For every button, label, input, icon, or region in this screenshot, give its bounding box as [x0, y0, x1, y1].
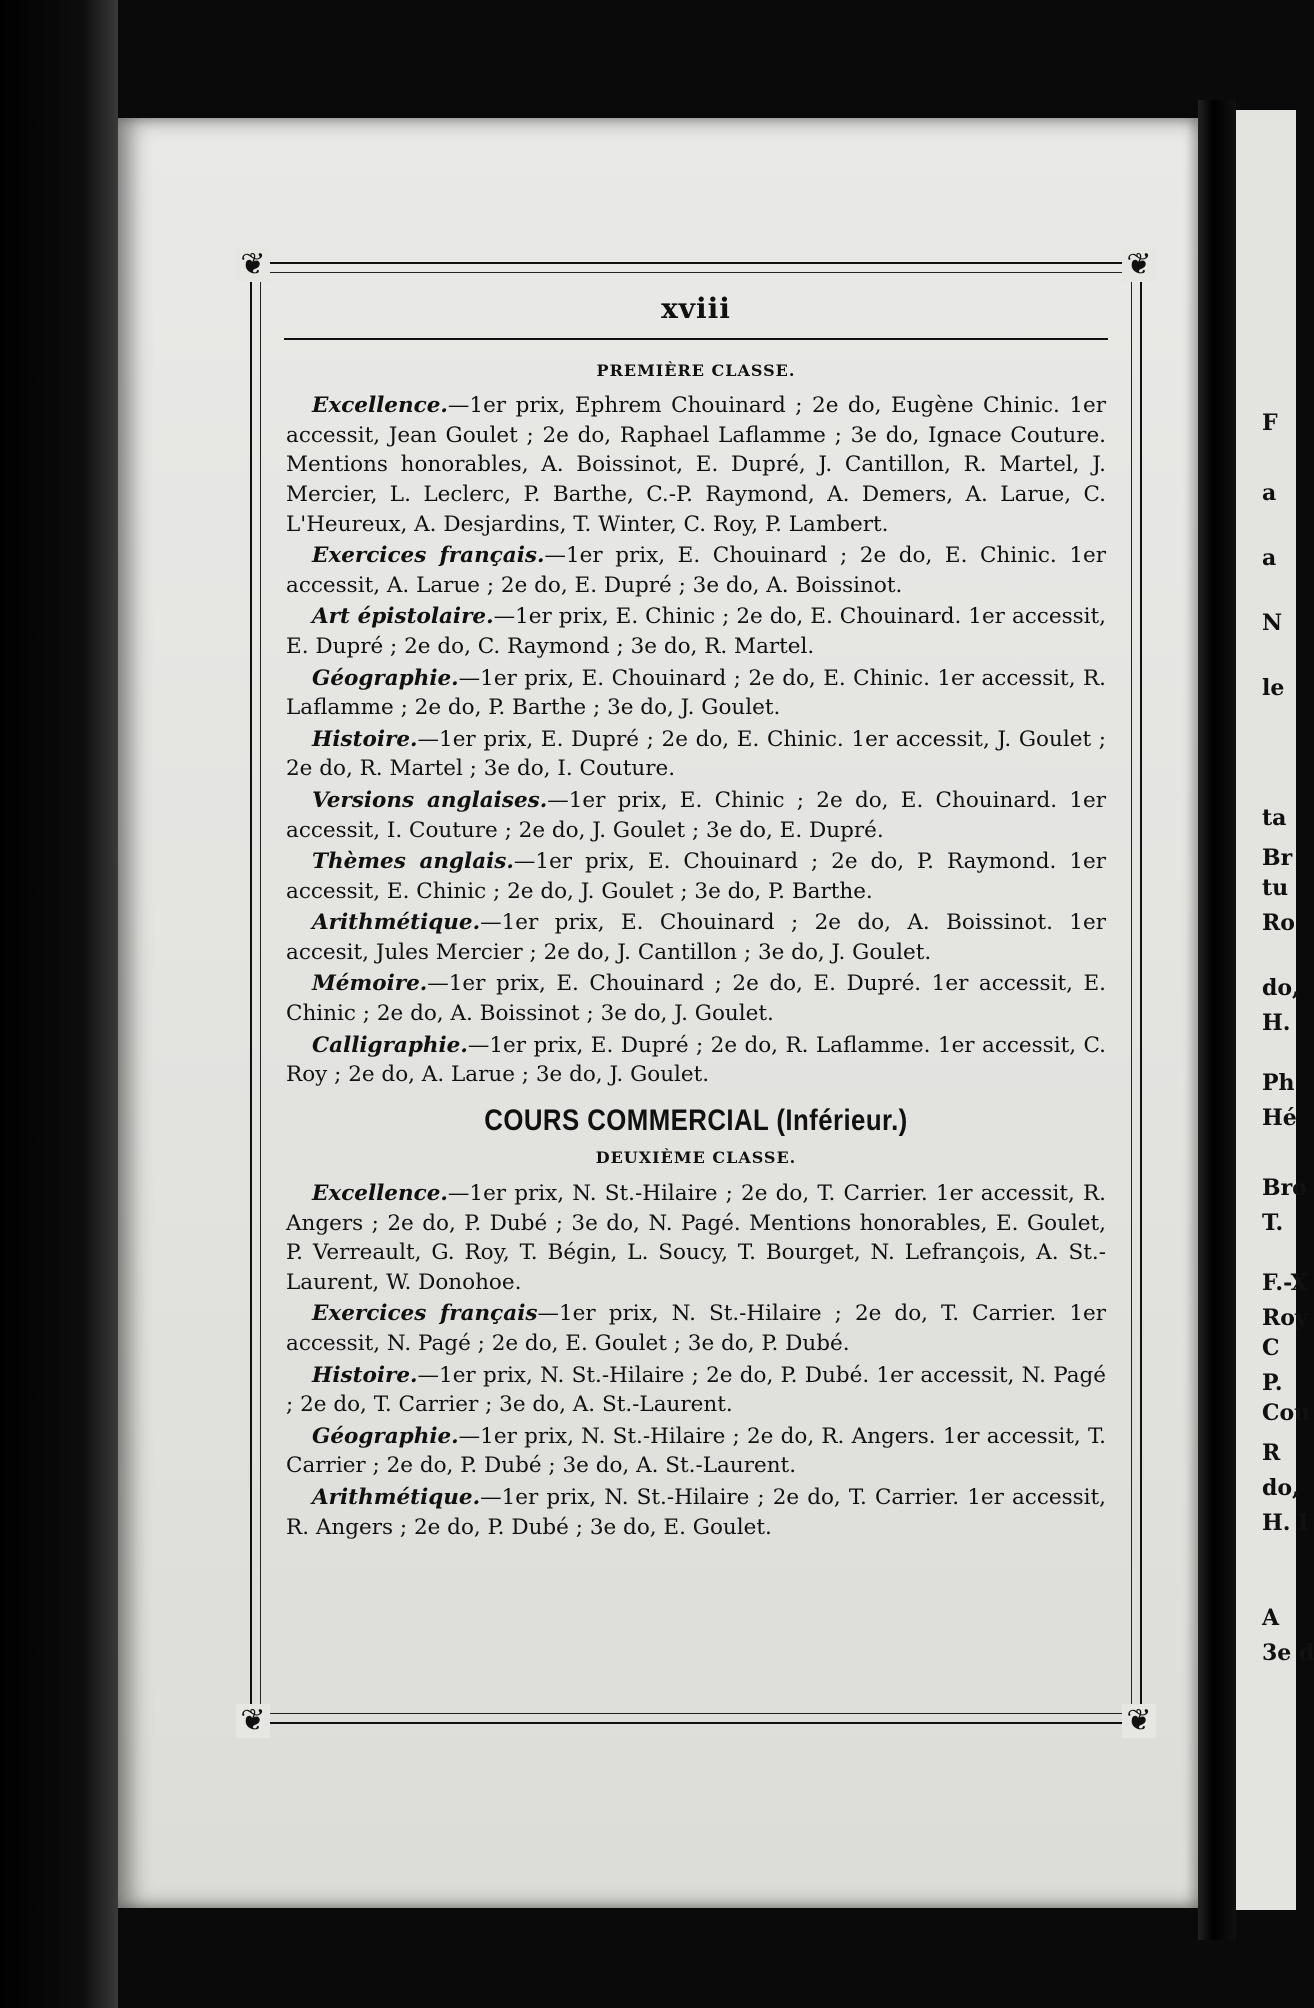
prize-entry	[286, 1299, 1106, 1358]
class-heading-second: DEUXIÈME CLASSE.	[595, 1148, 797, 1168]
prize-list-second	[286, 1179, 1106, 1542]
prize-entry	[286, 391, 1106, 539]
prize-entry	[286, 664, 1106, 723]
subject-name: Thèmes anglais.	[312, 849, 514, 875]
next-page-fragment: ta	[1262, 805, 1287, 831]
subject-name: Calligraphie.	[312, 1032, 468, 1058]
next-page-fragment: Br	[1262, 845, 1293, 871]
subject-name: Arithmétique.	[312, 1484, 481, 1510]
next-page-fragment: 3e d	[1262, 1640, 1314, 1666]
award-text: —1er prix, Ephrem Chouinard ; 2e do, Eugène Chinic. 1er accessit, Jean Goulet ; 2e do, Raphael Laflamme ; 3e do, Ignace Couture. Mentions honorables, A. Boissinot, E. Dupré, J. Cantillon, R. Martel, J. Mercier, L. Leclerc, P. Barthe, C.-P. Raymond, A. Demers, A. Larue, C. L'Heureux, A. Desjardins, T. Winter, C. Roy, P. Lambert.	[286, 393, 1106, 537]
subject-name: Arithmétique.	[312, 910, 481, 936]
subject-name: Excellence.	[312, 393, 448, 419]
prize-entry	[286, 1031, 1106, 1090]
next-page-fragment: T.	[1262, 1210, 1284, 1236]
next-page-fragment: Ro	[1262, 910, 1295, 936]
page-number: xviii	[661, 292, 731, 325]
next-page-fragment: C	[1262, 1335, 1280, 1361]
corner-ornament-icon: ❦	[1122, 248, 1156, 282]
next-page-fragment: R	[1262, 1440, 1281, 1466]
book-spine	[1198, 100, 1236, 1940]
award-text: —1er prix, E. Chinic ; 2e do, E. Chouinard. 1er accessit, I. Couture ; 2e do, J. Goulet ; 3e do, E. Dupré.	[286, 787, 1107, 843]
next-page-fragment: a	[1262, 545, 1277, 571]
prize-entry	[286, 541, 1106, 600]
next-page-fragment: Ph	[1262, 1070, 1295, 1096]
award-text: —1er prix, E. Chouinard ; 2e do, P. Raymond. 1er accessit, E. Chinic ; 2e do, J. Goulet ; 3e do, P. Barthe.	[286, 849, 1106, 904]
award-text: —1er prix, E. Dupré ; 2e do, E. Chinic. 1er accessit, J. Goulet ; 2e do, R. Martel ; 3e do, I. Couture.	[286, 726, 1106, 782]
prize-entry	[286, 908, 1106, 967]
next-page-fragment: do,	[1262, 1475, 1300, 1501]
prize-entry	[286, 602, 1106, 661]
prize-entry	[286, 969, 1106, 1028]
left-gutter-shadow	[0, 0, 118, 2008]
prize-entry	[286, 786, 1106, 845]
award-text: —1er prix, E. Chinic ; 2e do, E. Chouinard. 1er accessit, E. Dupré ; 2e do, C. Raymond ; 3e do, R. Martel.	[286, 604, 1106, 659]
corner-ornament-icon: ❦	[1122, 1704, 1156, 1738]
award-text: —1er prix, E. Dupré ; 2e do, R. Laflamme. 1er accessit, C. Roy ; 2e do, A. Larue ; 3e do, J. Goulet.	[286, 1032, 1106, 1088]
next-page-fragment: H. I	[1262, 1510, 1309, 1536]
prize-entry	[286, 1483, 1106, 1542]
award-text: —1er prix, N. St.-Hilaire ; 2e do, T. Carrier. 1er accessit, R. Angers ; 2e do, P. Dubé ; 3e do, E. Goulet.	[286, 1484, 1106, 1540]
prize-entry	[286, 847, 1106, 906]
next-page-fragment: Cou	[1262, 1400, 1311, 1426]
award-text: —1er prix, E. Chouinard ; 2e do, E. Dupré. 1er accessit, E. Chinic ; 2e do, A. Boissinot ; 3e do, J. Goulet.	[286, 971, 1106, 1027]
award-text: —1er prix, E. Chouinard ; 2e do, E. Chinic. 1er accessit, A. Larue ; 2e do, E. Dupré ; 3e do, A. Boissinot.	[286, 543, 1106, 598]
next-page-fragment: A	[1262, 1605, 1280, 1631]
subject-name: Histoire.	[312, 726, 418, 752]
subject-name: Mémoire.	[312, 971, 428, 997]
class-heading-first: PREMIÈRE CLASSE.	[596, 360, 796, 380]
next-page-fragment: Roy	[1262, 1305, 1308, 1331]
subject-name: Excellence.	[312, 1181, 448, 1207]
next-page-fragment: P.	[1262, 1370, 1283, 1396]
section-title: COURS COMMERCIAL (Inférieur.)	[484, 1103, 908, 1137]
award-text: —1er prix, N. St.-Hilaire ; 2e do, P. Dubé. 1er accessit, N. Pagé ; 2e do, T. Carrier ; 3e do, A. St.-Laurent.	[286, 1362, 1106, 1418]
prize-entry	[286, 1361, 1106, 1420]
award-text: —1er prix, N. St.-Hilaire ; 2e do, T. Carrier. 1er accessit, R. Angers ; 2e do, P. Dubé ; 3e do, N. Pagé. Mentions honorables, E. Goulet, P. Verreault, G. Roy, T. Bégin, L. Soucy, T. Bourget, N. Lefrançois, A. St.-Laurent, W. Donohoe.	[286, 1181, 1106, 1295]
corner-ornament-icon: ❦	[236, 1704, 270, 1738]
prize-entry	[286, 1422, 1106, 1481]
award-text: —1er prix, E. Chouinard ; 2e do, A. Boissinot. 1er accesit, Jules Mercier ; 2e do, J. Cantillon ; 3e do, J. Goulet.	[286, 910, 1106, 965]
page-content	[286, 280, 1106, 1544]
subject-name: Exercices français	[312, 1301, 538, 1327]
corner-ornament-icon: ❦	[236, 248, 270, 282]
next-page-fragment: a	[1262, 480, 1277, 506]
next-page-fragment: Hé	[1262, 1105, 1297, 1131]
subject-name: Géographie.	[312, 665, 459, 691]
next-page-fragment: le	[1262, 675, 1285, 701]
subject-name: Exercices français.	[312, 543, 545, 569]
award-text: —1er prix, N. St.-Hilaire ; 2e do, R. Angers. 1er accessit, T. Carrier ; 2e do, P. Dubé ; 3e do, A. St.-Laurent.	[286, 1423, 1106, 1479]
next-page-fragment: F	[1262, 410, 1278, 436]
subject-name: Histoire.	[312, 1362, 418, 1388]
award-text: —1er prix, N. St.-Hilaire ; 2e do, T. Carrier. 1er accessit, N. Pagé ; 2e do, E. Goulet ; 3e do, P. Dubé.	[286, 1301, 1106, 1356]
next-page-fragment: H.	[1262, 1010, 1291, 1036]
subject-name: Art épistolaire.	[312, 604, 494, 630]
next-page-fragment: N	[1262, 610, 1283, 636]
prize-list-first	[286, 391, 1106, 1090]
prize-entry	[286, 1179, 1106, 1297]
next-page-fragment: do,	[1262, 975, 1300, 1001]
prize-entry	[286, 725, 1106, 784]
next-page-fragment: F.-X	[1262, 1270, 1308, 1296]
header-rule	[284, 338, 1108, 340]
award-text: —1er prix, E. Chouinard ; 2e do, E. Chinic. 1er accessit, R. Laflamme ; 2e do, P. Barthe ; 3e do, J. Goulet.	[286, 665, 1106, 721]
next-page-fragment: Bro	[1262, 1175, 1307, 1201]
subject-name: Géographie.	[312, 1423, 459, 1449]
subject-name: Versions anglaises.	[312, 787, 548, 813]
next-page-fragment: tu	[1262, 875, 1289, 901]
